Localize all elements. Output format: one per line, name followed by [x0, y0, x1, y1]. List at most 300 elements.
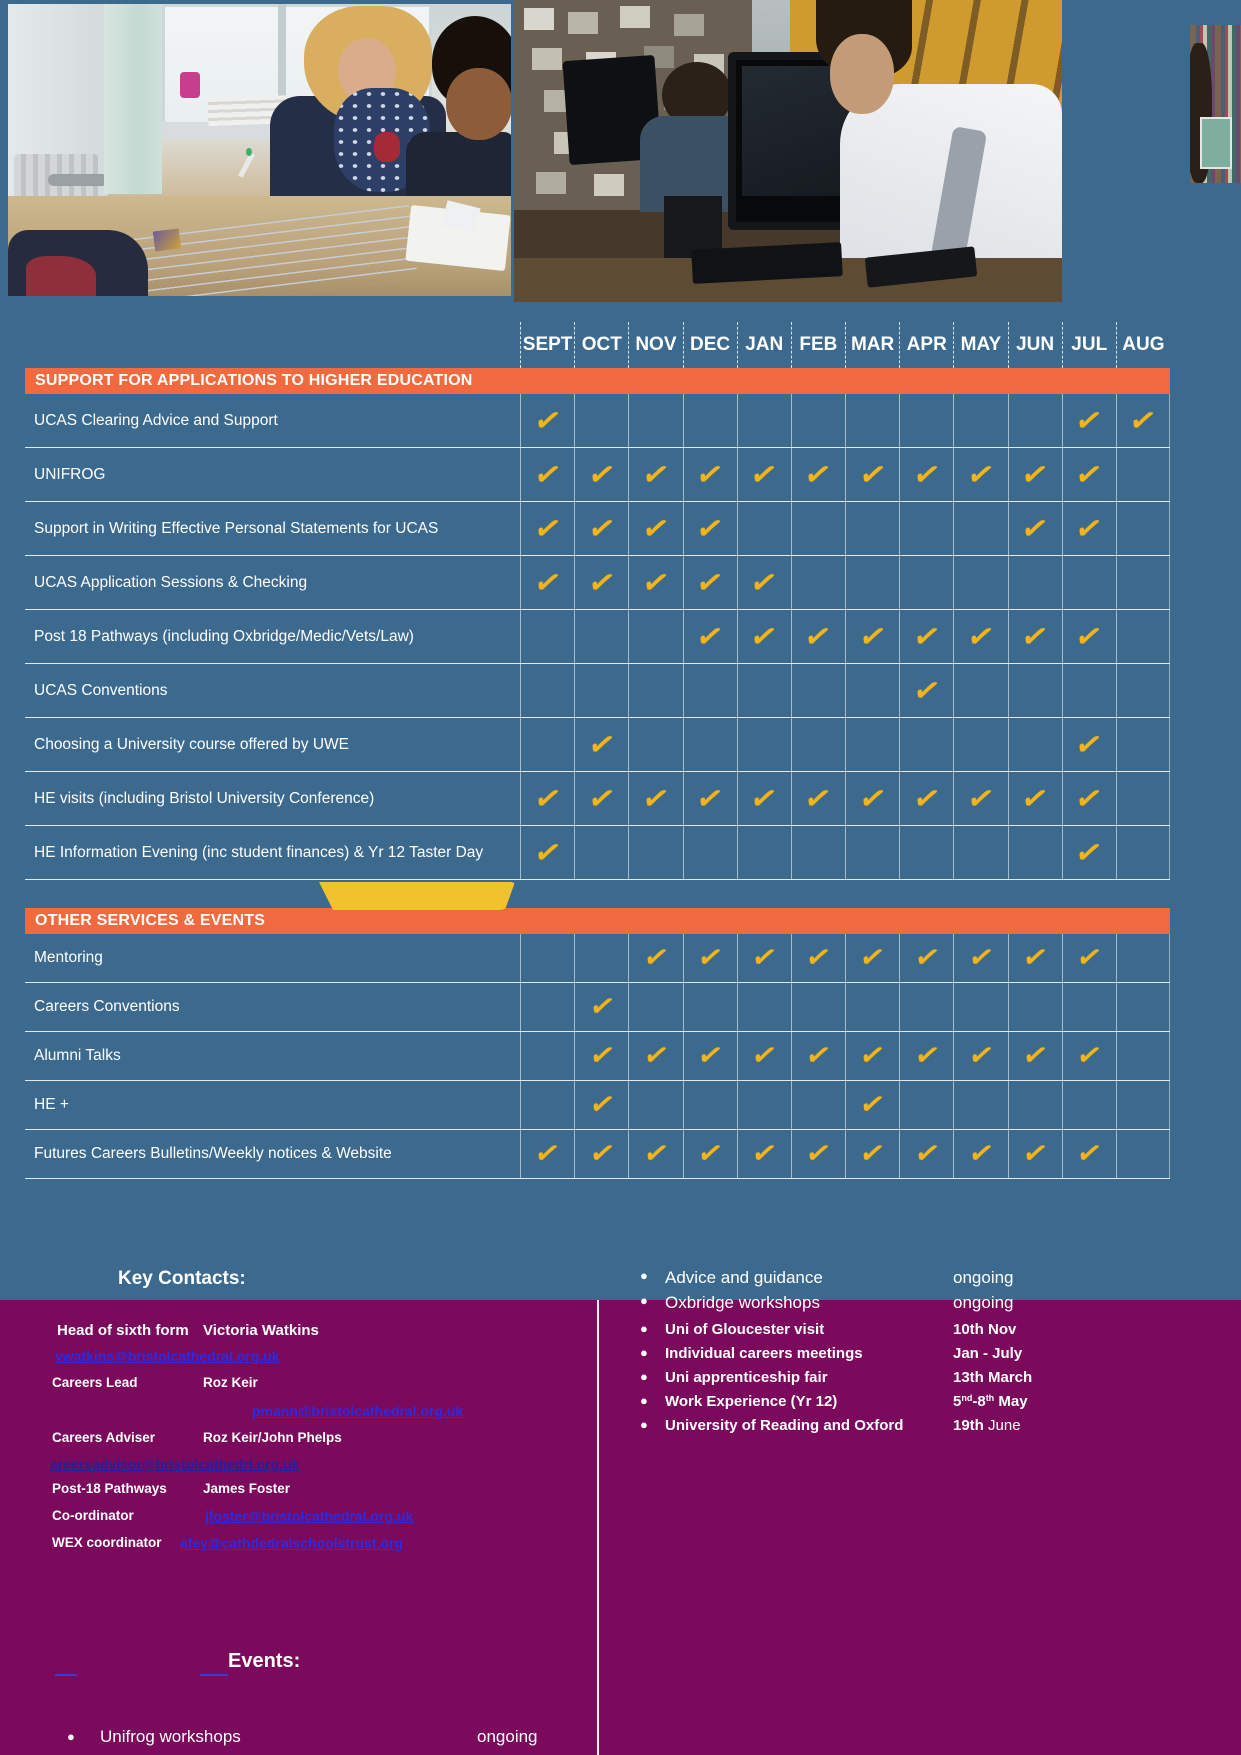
- month-cell-jun: [1008, 934, 1062, 982]
- month-cell-sept: [520, 826, 574, 879]
- month-header-mar: MAR: [845, 322, 899, 368]
- month-cell-mar: [845, 448, 899, 501]
- month-cell-feb: [791, 934, 845, 982]
- check-icon: ✓: [1072, 455, 1107, 494]
- month-cell-aug: [1116, 934, 1170, 982]
- date-segment: 19th: [953, 1417, 984, 1434]
- month-cell-feb: [791, 772, 845, 825]
- check-icon: ✓: [639, 509, 673, 548]
- month-cell-oct: [574, 772, 628, 825]
- check-icon: ✓: [857, 939, 889, 976]
- month-cell-nov: [628, 718, 682, 771]
- contact-name: Victoria Watkins: [203, 1322, 319, 1339]
- pink-object: [180, 72, 200, 98]
- event-label: Advice and guidance: [665, 1268, 823, 1287]
- month-header-jan: JAN: [737, 322, 791, 368]
- row-label: Careers Conventions: [34, 998, 180, 1015]
- month-header-jun: JUN: [1008, 322, 1062, 368]
- pen: [238, 152, 255, 177]
- month-cell-nov: [628, 664, 682, 717]
- month-header-sept: SEPT: [520, 322, 574, 368]
- table-row: [25, 826, 1170, 880]
- row-label: HE visits (including Bristol University Conference): [34, 789, 375, 807]
- month-cell-jan: [737, 983, 791, 1031]
- check-icon: ✓: [747, 617, 782, 656]
- contact-name: Roz Keir: [203, 1375, 258, 1390]
- contact-line: [0, 1375, 598, 1395]
- row-label: Alumni Talks: [34, 1047, 121, 1064]
- month-cell-nov: [628, 826, 682, 879]
- table-row: [25, 448, 1170, 502]
- table-row: [25, 664, 1170, 718]
- month-cell-sept: [520, 610, 574, 663]
- month-cell-aug: [1116, 772, 1170, 825]
- table-row: [25, 556, 1170, 610]
- event-date: ongoing: [953, 1293, 1014, 1312]
- check-icon: ✓: [1072, 779, 1107, 818]
- month-cell-aug: [1116, 610, 1170, 663]
- contact-role: Careers Lead: [52, 1375, 138, 1390]
- month-cell-mar: [845, 394, 899, 447]
- check-icon: ✓: [530, 563, 565, 602]
- check-icon: ✓: [639, 455, 673, 494]
- check-icon: ✓: [694, 1037, 726, 1074]
- row-label: HE +: [34, 1096, 69, 1113]
- table-row: [25, 502, 1170, 556]
- month-cell-jun: [1008, 1032, 1062, 1080]
- check-icon: ✓: [802, 939, 835, 976]
- month-cell-feb: [791, 983, 845, 1031]
- link-underline-stub: [55, 1674, 77, 1676]
- month-cell-aug: [1116, 664, 1170, 717]
- bullet-icon: ●: [640, 1369, 648, 1384]
- month-cell-oct: [574, 502, 628, 555]
- check-icon: ✓: [530, 455, 565, 494]
- month-cell-may: [953, 983, 1007, 1031]
- contact-role: Careers Adviser: [52, 1430, 156, 1445]
- month-cell-jul: [1062, 826, 1116, 879]
- section-gap: [25, 880, 1170, 908]
- month-cell-may: [953, 934, 1007, 982]
- photo-library: [1190, 25, 1241, 183]
- month-cell-dec: [683, 1081, 737, 1129]
- month-cell-sept: [520, 1081, 574, 1129]
- contact-email-link[interactable]: areersadvisor@bristolcathedrl.org.uk: [50, 1456, 300, 1472]
- month-cell-may: [953, 664, 1007, 717]
- month-cell-mar: [845, 826, 899, 879]
- row-label: Support in Writing Effective Personal Statements for UCAS: [34, 519, 439, 537]
- month-cell-feb: [791, 826, 845, 879]
- month-cell-nov: [628, 1081, 682, 1129]
- month-cell-apr: [899, 1032, 953, 1080]
- month-cell-nov: [628, 394, 682, 447]
- date-segment: -8: [972, 1393, 986, 1410]
- month-cell-dec: [683, 1032, 737, 1080]
- month-header-dec: DEC: [683, 322, 737, 368]
- booklet-photo: [153, 228, 181, 251]
- check-icon: ✓: [586, 988, 618, 1025]
- month-cell-jan: [737, 448, 791, 501]
- month-cell-mar: [845, 556, 899, 609]
- row-label: Mentoring: [34, 949, 103, 966]
- month-cell-apr: [899, 1081, 953, 1129]
- month-cell-dec: [683, 502, 737, 555]
- month-cell-may: [953, 394, 1007, 447]
- section-title: OTHER SERVICES & EVENTS: [35, 912, 266, 929]
- month-cell-mar: [845, 502, 899, 555]
- section-header: [25, 908, 1170, 934]
- check-icon: ✓: [965, 1135, 997, 1172]
- month-cell-dec: [683, 826, 737, 879]
- contact-email-link[interactable]: afey@cathdedralschoolstrust.org: [180, 1535, 403, 1551]
- month-cell-apr: [899, 394, 953, 447]
- month-cell-apr: [899, 1130, 953, 1178]
- check-icon: ✓: [586, 1037, 618, 1074]
- photo-students-studying: [8, 4, 511, 296]
- month-cell-mar: [845, 610, 899, 663]
- month-cell-sept: [520, 394, 574, 447]
- month-cell-jul: [1062, 394, 1116, 447]
- check-icon: ✓: [694, 1135, 726, 1172]
- check-icon: ✓: [584, 455, 619, 494]
- contact-role: Head of sixth form: [57, 1322, 189, 1339]
- month-cell-dec: [683, 934, 737, 982]
- month-cell-jan: [737, 826, 791, 879]
- row-label: UCAS Clearing Advice and Support: [34, 411, 278, 429]
- table-row: [25, 394, 1170, 448]
- month-cell-may: [953, 610, 1007, 663]
- bullet-icon: ●: [640, 1417, 648, 1432]
- month-cell-nov: [628, 610, 682, 663]
- month-cell-jun: [1008, 772, 1062, 825]
- check-icon: ✓: [911, 1135, 943, 1172]
- event-label: Oxbridge workshops: [665, 1293, 820, 1312]
- event-date: Jan - July: [953, 1345, 1023, 1362]
- check-icon: ✓: [693, 779, 727, 818]
- contact-role: Post-18 Pathways: [52, 1481, 167, 1496]
- check-icon: ✓: [1073, 939, 1105, 976]
- month-cell-feb: [791, 1032, 845, 1080]
- month-cell-mar: [845, 1130, 899, 1178]
- month-cell-jun: [1008, 1081, 1062, 1129]
- months-row-spacer: [25, 322, 520, 368]
- check-icon: ✓: [693, 455, 727, 494]
- contact-email-link[interactable]: pmann@bristolcathedral.org.uk: [252, 1403, 464, 1419]
- event-label: Unifrog workshops: [100, 1727, 241, 1746]
- contact-name: Roz Keir/John Phelps: [203, 1430, 342, 1445]
- check-icon: ✓: [909, 671, 944, 710]
- section-header: [25, 368, 1170, 394]
- date-segment: May: [994, 1393, 1028, 1410]
- check-icon: ✓: [639, 779, 673, 818]
- month-header-jul: JUL: [1062, 322, 1116, 368]
- month-cell-oct: [574, 1032, 628, 1080]
- row-label: UNIFROG: [34, 465, 106, 483]
- month-cell-may: [953, 772, 1007, 825]
- month-cell-oct: [574, 664, 628, 717]
- month-cell-oct: [574, 1130, 628, 1178]
- month-cell-oct: [574, 556, 628, 609]
- month-cell-jun: [1008, 556, 1062, 609]
- check-icon: ✓: [909, 455, 944, 494]
- check-icon: ✓: [855, 779, 890, 818]
- check-icon: ✓: [801, 455, 836, 494]
- table-row: [25, 934, 1170, 983]
- month-cell-jan: [737, 1032, 791, 1080]
- month-cell-nov: [628, 556, 682, 609]
- month-cell-aug: [1116, 1032, 1170, 1080]
- check-icon: ✓: [911, 939, 943, 976]
- month-cell-dec: [683, 556, 737, 609]
- month-cell-sept: [520, 934, 574, 982]
- month-cell-jan: [737, 934, 791, 982]
- student2-face: [446, 68, 511, 140]
- check-icon: ✓: [640, 1135, 672, 1172]
- date-segment: nd: [961, 1393, 973, 1403]
- check-icon: ✓: [965, 939, 997, 976]
- month-header-apr: APR: [899, 322, 953, 368]
- month-cell-jun: [1008, 983, 1062, 1031]
- table-row: [25, 1081, 1170, 1130]
- table-row: [25, 610, 1170, 664]
- month-cell-apr: [899, 502, 953, 555]
- month-cell-dec: [683, 718, 737, 771]
- check-icon: ✓: [1019, 1135, 1051, 1172]
- event-date: 13th March: [953, 1369, 1033, 1386]
- contact-line: [0, 1348, 598, 1368]
- month-cell-sept: [520, 1032, 574, 1080]
- month-cell-apr: [899, 983, 953, 1031]
- month-cell-jan: [737, 1081, 791, 1129]
- events-heading: Events:: [228, 1650, 301, 1672]
- month-cell-nov: [628, 1130, 682, 1178]
- month-cell-jan: [737, 664, 791, 717]
- section-title: SUPPORT FOR APPLICATIONS TO HIGHER EDUCATION: [35, 372, 473, 389]
- month-cell-dec: [683, 772, 737, 825]
- month-cell-dec: [683, 664, 737, 717]
- check-icon: ✓: [584, 725, 619, 764]
- yellow-highlight: [315, 882, 515, 910]
- contact-line: [0, 1403, 598, 1423]
- row-label: HE Information Evening (inc student finances) & Yr 12 Taster Day: [34, 843, 484, 861]
- contact-email-link[interactable]: jfoster@bristolcathedral.org.uk: [205, 1508, 414, 1524]
- month-cell-nov: [628, 934, 682, 982]
- month-cell-aug: [1116, 983, 1170, 1031]
- month-cell-jul: [1062, 448, 1116, 501]
- month-cell-oct: [574, 934, 628, 982]
- month-cell-may: [953, 718, 1007, 771]
- table-row: [25, 1032, 1170, 1081]
- table-row: [25, 1130, 1170, 1179]
- check-icon: ✓: [855, 455, 890, 494]
- programme-table: [25, 322, 1170, 1179]
- month-cell-apr: [899, 610, 953, 663]
- check-icon: ✓: [1073, 1037, 1105, 1074]
- month-cell-oct: [574, 448, 628, 501]
- check-icon: ✓: [855, 617, 890, 656]
- contact-line: [0, 1322, 598, 1342]
- contact-email-link[interactable]: vwatkins@bristolcathedral.org.uk: [55, 1348, 280, 1364]
- check-icon: ✓: [965, 1037, 997, 1074]
- bullet-icon: ●: [640, 1393, 648, 1408]
- months-row: [25, 322, 1170, 368]
- month-cell-jan: [737, 556, 791, 609]
- check-icon: ✓: [1072, 509, 1107, 548]
- check-icon: ✓: [1019, 939, 1051, 976]
- check-icon: ✓: [586, 1086, 618, 1123]
- month-cell-may: [953, 556, 1007, 609]
- month-cell-oct: [574, 610, 628, 663]
- row-label: Futures Careers Bulletins/Weekly notices & Website: [34, 1145, 392, 1162]
- table-row: [25, 772, 1170, 826]
- link-underline-stub: [200, 1674, 228, 1676]
- month-cell-oct: [574, 1081, 628, 1129]
- month-header-oct: OCT: [574, 322, 628, 368]
- month-cell-may: [953, 826, 1007, 879]
- month-cell-jul: [1062, 718, 1116, 771]
- check-icon: ✓: [530, 779, 565, 818]
- month-cell-jul: [1062, 1130, 1116, 1178]
- month-cell-sept: [520, 1130, 574, 1178]
- contact-line: [0, 1481, 598, 1501]
- month-cell-feb: [791, 502, 845, 555]
- check-icon: ✓: [694, 939, 726, 976]
- month-cell-aug: [1116, 556, 1170, 609]
- contact-line: [0, 1456, 598, 1476]
- month-header-feb: FEB: [791, 322, 845, 368]
- month-cell-mar: [845, 1081, 899, 1129]
- check-icon: ✓: [857, 1086, 889, 1123]
- row-label: Choosing a University course offered by UWE: [34, 735, 350, 753]
- check-icon: ✓: [584, 563, 619, 602]
- month-cell-aug: [1116, 1081, 1170, 1129]
- check-icon: ✓: [1018, 617, 1052, 656]
- check-icon: ✓: [747, 563, 782, 602]
- month-cell-jan: [737, 610, 791, 663]
- check-icon: ✓: [747, 455, 782, 494]
- month-cell-mar: [845, 664, 899, 717]
- check-icon: ✓: [530, 833, 565, 872]
- contact-role: WEX coordinator: [52, 1535, 162, 1550]
- contact-name: James Foster: [203, 1481, 291, 1496]
- key-contacts-heading: Key Contacts:: [118, 1268, 246, 1289]
- month-cell-aug: [1116, 502, 1170, 555]
- month-cell-jan: [737, 718, 791, 771]
- event-date: 10th Nov: [953, 1321, 1017, 1338]
- month-cell-aug: [1116, 448, 1170, 501]
- prospectus-booklet: [1200, 117, 1232, 169]
- month-cell-jul: [1062, 983, 1116, 1031]
- check-icon: ✓: [1073, 1135, 1105, 1172]
- month-cell-nov: [628, 1032, 682, 1080]
- event-date: [953, 1393, 1028, 1410]
- month-cell-jun: [1008, 664, 1062, 717]
- check-icon: ✓: [748, 1135, 780, 1172]
- month-cell-dec: [683, 448, 737, 501]
- red-fabric: [26, 256, 96, 296]
- pipe: [48, 174, 108, 186]
- check-icon: ✓: [1072, 833, 1107, 872]
- check-icon: ✓: [747, 779, 782, 818]
- month-cell-may: [953, 502, 1007, 555]
- month-cell-sept: [520, 718, 574, 771]
- check-icon: ✓: [964, 779, 998, 818]
- check-icon: ✓: [802, 1037, 835, 1074]
- row-label: UCAS Application Sessions & Checking: [34, 573, 308, 591]
- scarf-red-detail: [374, 132, 400, 162]
- check-icon: ✓: [1072, 401, 1107, 440]
- event-label: University of Reading and Oxford: [665, 1417, 904, 1434]
- contact-line: [0, 1430, 598, 1450]
- month-cell-aug: [1116, 1130, 1170, 1178]
- month-cell-may: [953, 448, 1007, 501]
- month-cell-mar: [845, 718, 899, 771]
- month-cell-sept: [520, 983, 574, 1031]
- month-cell-mar: [845, 983, 899, 1031]
- table-row: [25, 983, 1170, 1032]
- contact-line: [0, 1535, 598, 1555]
- month-cell-mar: [845, 772, 899, 825]
- check-icon: ✓: [748, 1037, 780, 1074]
- check-icon: ✓: [1072, 617, 1107, 656]
- month-cell-dec: [683, 983, 737, 1031]
- date-segment: th: [985, 1393, 995, 1403]
- month-cell-oct: [574, 826, 628, 879]
- month-cell-apr: [899, 556, 953, 609]
- event-label: Individual careers meetings: [665, 1345, 863, 1362]
- student4-face: [830, 34, 894, 114]
- check-icon: ✓: [748, 939, 780, 976]
- month-cell-jul: [1062, 934, 1116, 982]
- month-cell-apr: [899, 718, 953, 771]
- curtain: [104, 4, 162, 194]
- event-label: Uni of Gloucester visit: [665, 1321, 825, 1338]
- month-cell-jun: [1008, 502, 1062, 555]
- month-cell-jan: [737, 1130, 791, 1178]
- check-icon: ✓: [857, 1135, 889, 1172]
- month-cell-jul: [1062, 664, 1116, 717]
- bullet-icon: ●: [67, 1729, 75, 1744]
- month-cell-jan: [737, 502, 791, 555]
- month-cell-jun: [1008, 718, 1062, 771]
- month-cell-jul: [1062, 1081, 1116, 1129]
- check-icon: ✓: [640, 1037, 672, 1074]
- check-icon: ✓: [1019, 1037, 1051, 1074]
- month-cell-dec: [683, 1130, 737, 1178]
- month-cell-oct: [574, 983, 628, 1031]
- check-icon: ✓: [1018, 509, 1052, 548]
- month-cell-may: [953, 1081, 1007, 1129]
- month-cell-jun: [1008, 448, 1062, 501]
- month-cell-feb: [791, 1130, 845, 1178]
- bullet-icon: ●: [640, 1268, 648, 1283]
- month-cell-jul: [1062, 556, 1116, 609]
- month-cell-feb: [791, 448, 845, 501]
- month-cell-dec: [683, 610, 737, 663]
- month-cell-oct: [574, 394, 628, 447]
- check-icon: ✓: [1018, 779, 1052, 818]
- check-icon: ✓: [909, 617, 944, 656]
- event-date: ongoing: [477, 1727, 538, 1746]
- month-header-aug: AUG: [1116, 322, 1170, 368]
- check-icon: ✓: [801, 617, 836, 656]
- month-cell-jan: [737, 772, 791, 825]
- month-cell-may: [953, 1130, 1007, 1178]
- month-cell-jul: [1062, 502, 1116, 555]
- month-cell-mar: [845, 1032, 899, 1080]
- month-cell-nov: [628, 983, 682, 1031]
- check-icon: ✓: [639, 563, 673, 602]
